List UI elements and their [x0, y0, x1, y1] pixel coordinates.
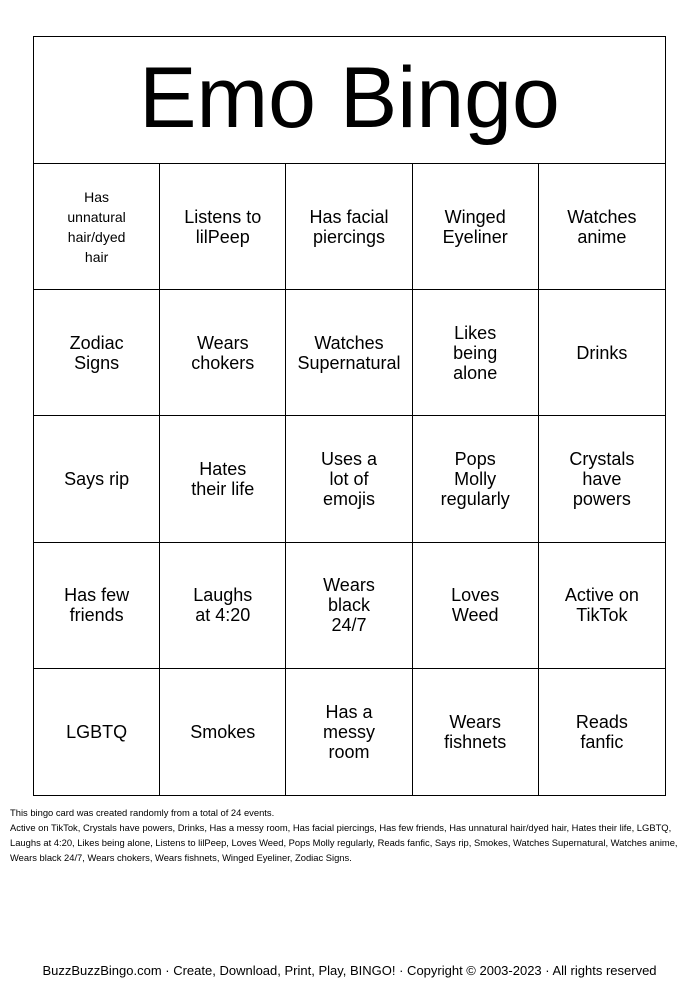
bingo-cell: Zodiac Signs [34, 290, 160, 416]
bingo-cell: Active on TikTok [539, 543, 665, 669]
bingo-card [33, 36, 666, 796]
bingo-cell: Drinks [539, 290, 665, 416]
bingo-cell: Loves Weed [413, 543, 539, 669]
footer-copyright: BuzzBuzzBingo.com · Create, Download, Print, Play, BINGO! · Copyright © 2003-2023 · All rights reserved [42, 963, 657, 978]
bingo-cell: Crystals have powers [539, 416, 665, 542]
bingo-cell: Has facial piercings [286, 164, 412, 290]
bingo-cell: Hates their life [160, 416, 286, 542]
bingo-cell: Pops Molly regularly [413, 416, 539, 542]
bingo-cell: Wears fishnets [413, 669, 539, 795]
bingo-cell: Has few friends [34, 543, 160, 669]
note-intro: This bingo card was created randomly from a total of 24 events. [10, 807, 275, 818]
bingo-cell: Wears black 24/7 [286, 543, 412, 669]
bingo-cell: Reads fanfic [575, 711, 628, 752]
bingo-cell: Uses a lot of emojis [286, 416, 412, 542]
bingo-cell: Laughs at 4:20 [160, 543, 286, 669]
bingo-cell: Watches Supernatural [286, 290, 412, 416]
bingo-cell: LGBTQ [34, 669, 160, 795]
card-title: Emo Bingo [34, 37, 665, 164]
bingo-cell: Listens to lilPeep [160, 164, 286, 290]
bingo-cell: Watches anime [539, 164, 665, 290]
bingo-cell: Wears chokers [160, 290, 286, 416]
card-note [10, 805, 686, 865]
note-events: Active on TikTok, Crystals have powers, Drinks, Has a messy room, Has facial piercings, Has few friends, Has unnatural hair/dyed hair, Hates their life, LGBTQ, Laughs at 4:20, Likes being alone, Listens to lilPeep, Loves Weed, Pops Molly regularly, Reads fanfic, Says rip, Smokes, Watches Supernatural, Watches anime, Wears black 24/7, Wears chokers, Wears fishnets, Winged Eyeliner, Zodiac Signs. [10, 822, 678, 863]
bingo-cell: Says rip [34, 416, 160, 542]
bingo-cell: Has unnatural hair/dyed hair [34, 164, 160, 290]
bingo-grid [34, 164, 665, 795]
bingo-cell: Smokes [160, 669, 286, 795]
bingo-cell: Has a messy room [286, 669, 412, 795]
bingo-cell: Winged Eyeliner [413, 164, 539, 290]
bingo-cell: Likes being alone [413, 290, 539, 416]
